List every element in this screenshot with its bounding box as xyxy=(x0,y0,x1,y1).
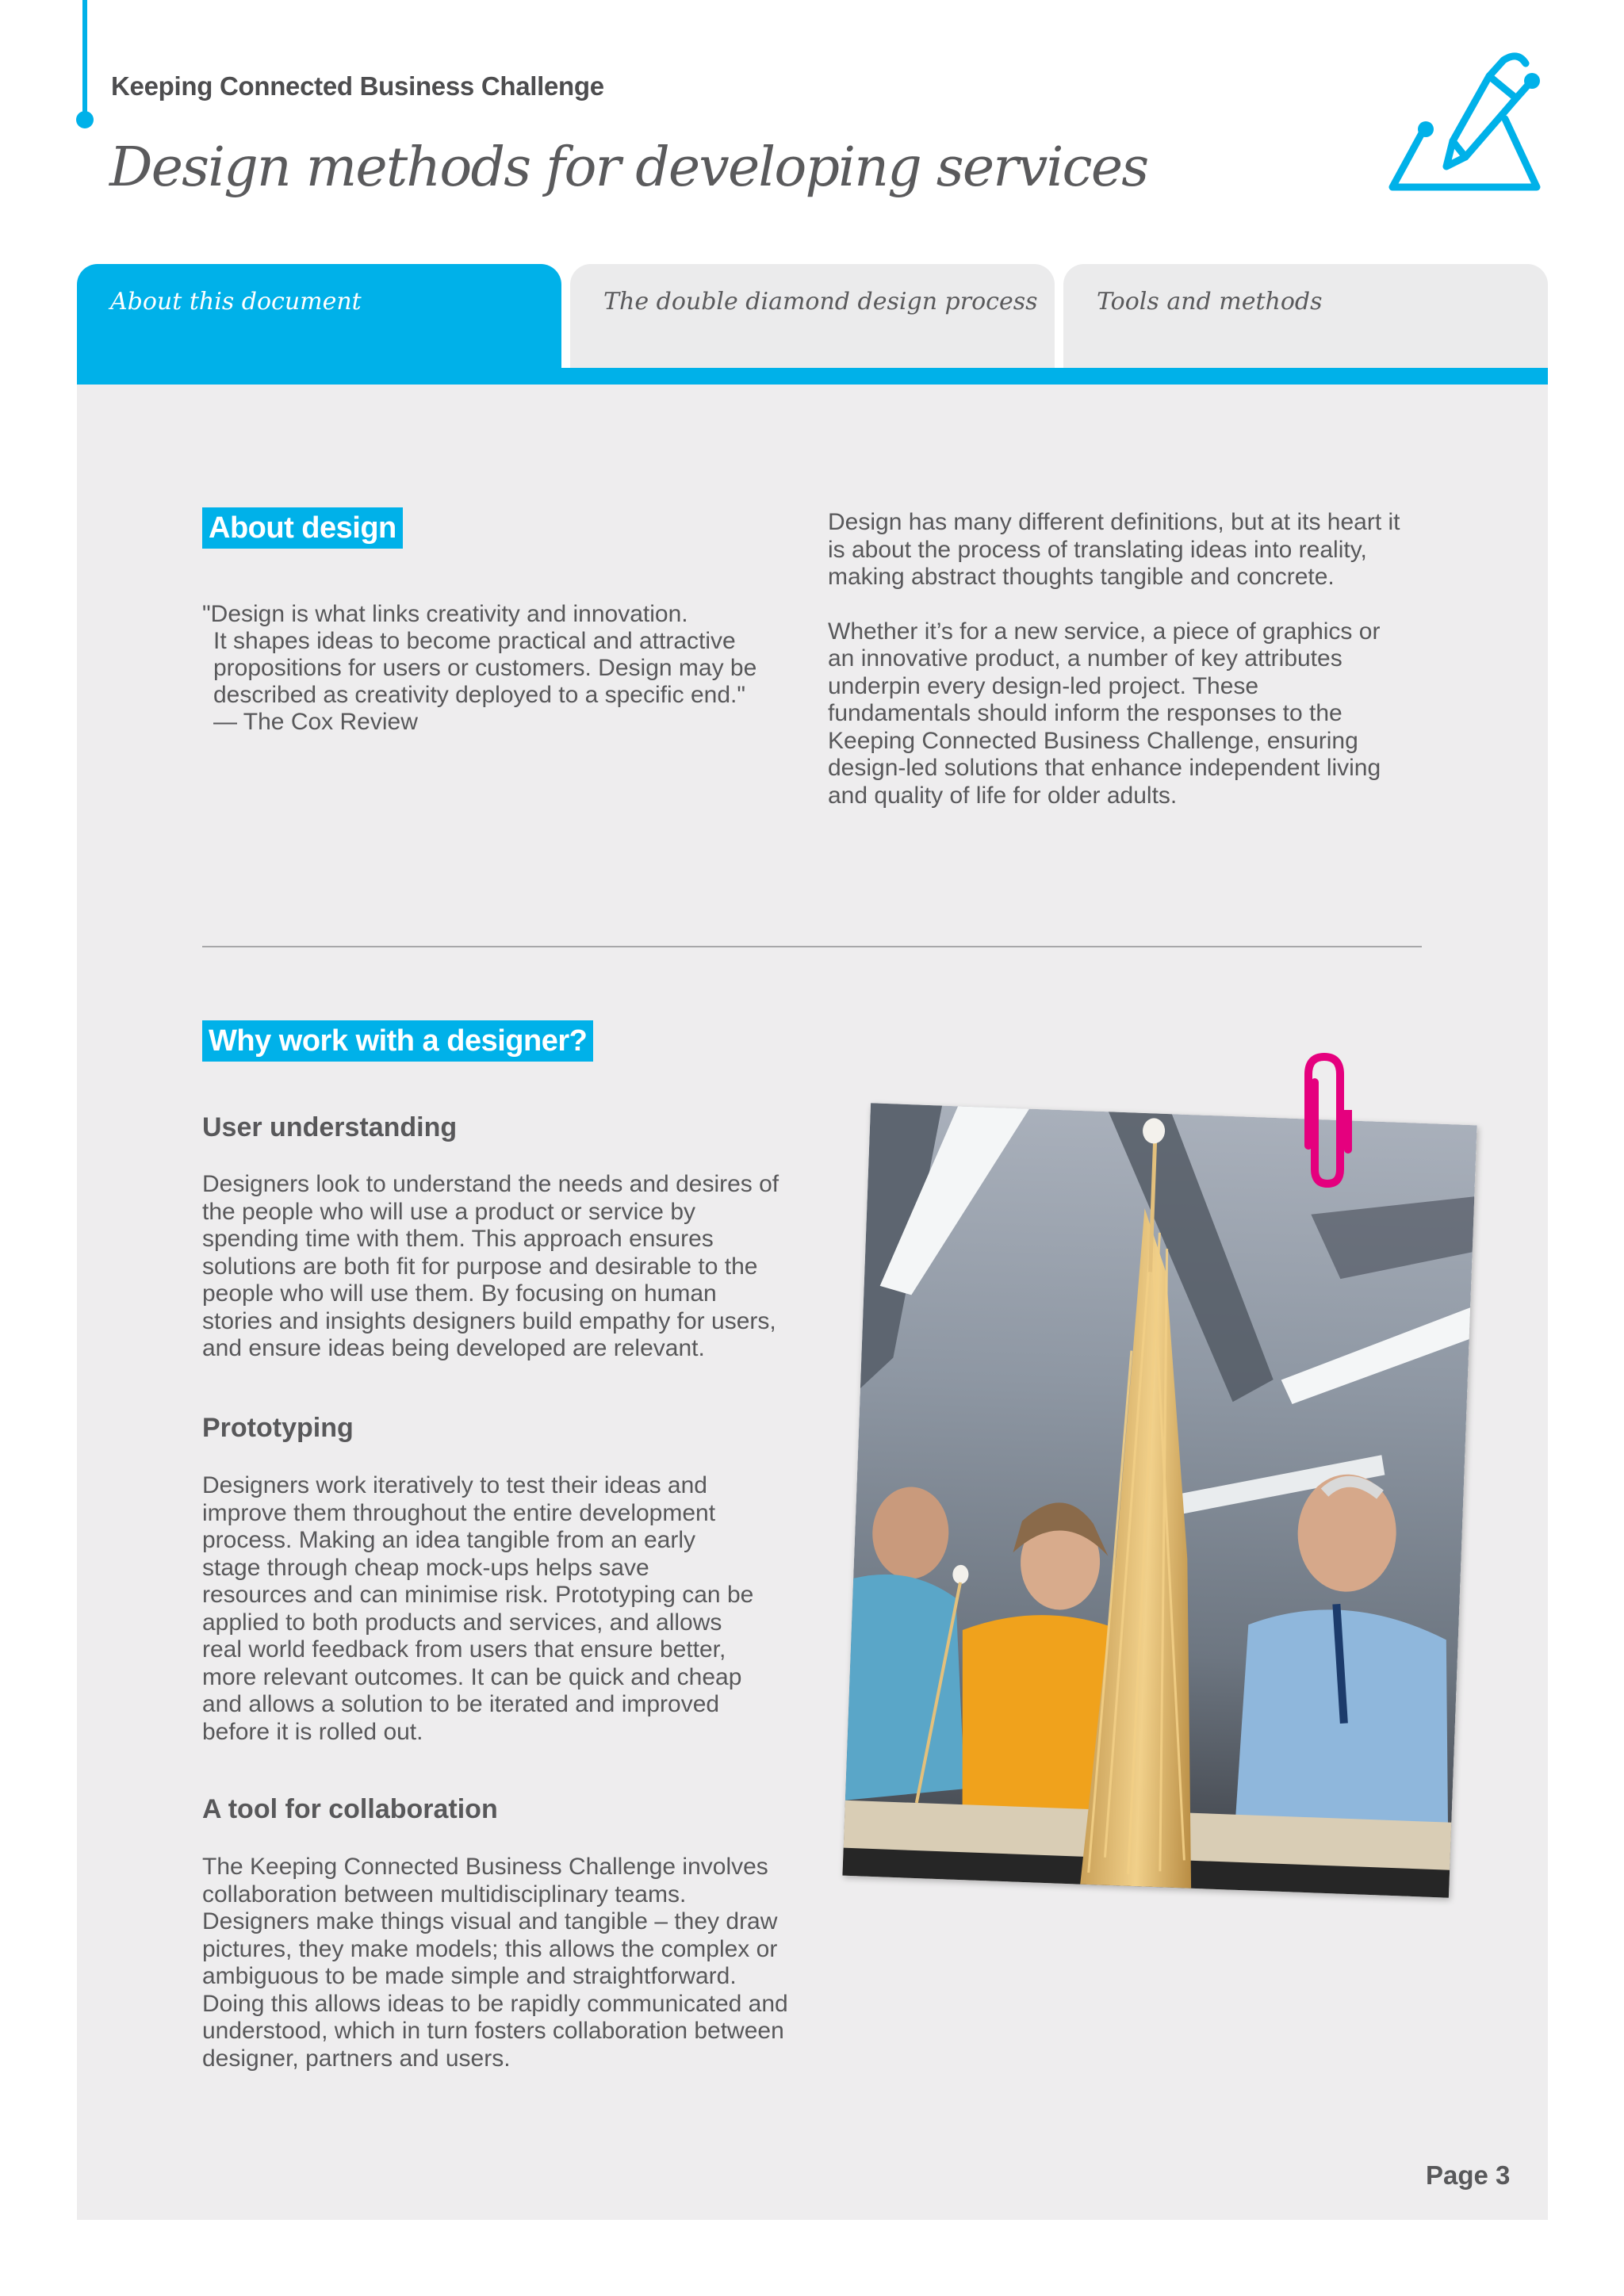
section-title-collaboration: A tool for collaboration xyxy=(202,1794,498,1824)
section-title-user-understanding: User understanding xyxy=(202,1112,458,1142)
tab-about-this-document[interactable]: About this document xyxy=(77,264,561,368)
why-designer-heading: Why work with a designer? xyxy=(202,1020,593,1062)
pencil-triangle-icon xyxy=(1378,46,1551,197)
about-design-heading: About design xyxy=(202,507,403,549)
page-number: Page 3 xyxy=(1426,2160,1511,2190)
about-design-text xyxy=(828,509,1407,836)
tab-bar xyxy=(77,264,1548,385)
header-accent-line xyxy=(82,0,87,119)
quote-line: described as creativity deployed to a specific end." xyxy=(213,682,746,708)
section-body-collaboration: The Keeping Connected Business Challenge involves collaboration between multidisciplinary teams. Designers make things visual and tangible – they draw pictures, they make models; this allows the complex or ambiguous to be made simple and straightforward. Doing this allows ideas to be rapidly communicated and understood, which in turn fosters collaboration between designer, partners and users. xyxy=(202,1854,788,2072)
section-body-user-understanding: Designers look to understand the needs and desires of the people who will use a product or service by spending time with them. This approach ensures solutions are both fit for purpose and desirable to the people who will use them. By focusing on human stories and insights designers build empathy for users, and ensure ideas being developed are relevant. xyxy=(202,1171,779,1361)
quote-line: propositions for users or customers. Design may be xyxy=(213,655,757,681)
quote-line: It shapes ideas to become practical and attractive xyxy=(213,628,736,654)
tab-double-diamond[interactable]: The double diamond design process xyxy=(570,264,1055,368)
about-paragraph: Whether it’s for a new service, a piece of graphics or an innovative product, a number of key attributes underpin every design-led project. These fundamentals should inform the responses to the Keeping Connected Business Challenge, ensuring design-led solutions that enhance independent living and quality of life for older adults. xyxy=(828,618,1381,809)
document-kicker: Keeping Connected Business Challenge xyxy=(111,71,604,101)
header-accent-dot xyxy=(76,111,94,128)
workshop-photo xyxy=(842,1103,1477,1897)
cox-review-quote xyxy=(202,601,789,736)
section-body-prototyping: Designers work iteratively to test their ideas and improve them throughout the entire development process. Making an idea tangible from an early stage through cheap mock-ups helps save resources and can minimise risk. Prototyping can be applied to both products and services, and allows real world feedback from users that ensure better, more relevant outcomes. It can be quick and cheap and allows a solution to be iterated and improved before it is rolled out. xyxy=(202,1472,754,1745)
quote-line: "Design is what links creativity and innovation. xyxy=(202,601,688,627)
tab-tools-and-methods[interactable]: Tools and methods xyxy=(1063,264,1548,368)
section-divider xyxy=(202,946,1422,947)
page-title: Design methods for developing services xyxy=(109,136,1148,199)
quote-attribution: — The Cox Review xyxy=(213,709,418,735)
section-title-prototyping: Prototyping xyxy=(202,1413,354,1443)
tab-underline xyxy=(77,368,1548,385)
paperclip-icon xyxy=(1293,1050,1356,1189)
about-paragraph: Design has many different definitions, but at its heart it is about the process of translating ideas into reality, making abstract thoughts tangible and concrete. xyxy=(828,509,1400,590)
